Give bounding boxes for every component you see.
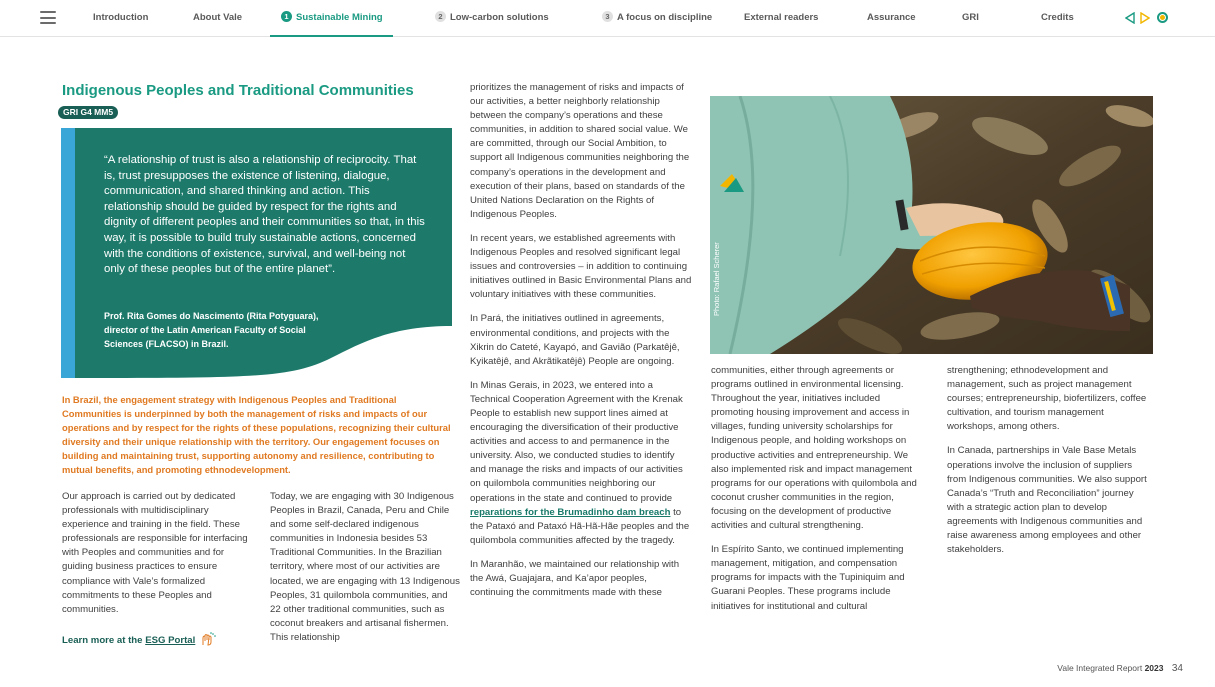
nav-label: Sustainable Mining [296,12,383,23]
text-column-2 [270,490,460,655]
nav-item-low-carbon-solutions[interactable] [435,0,549,37]
paragraph: Today, we are engaging with 30 Indigenous Peoples in Brazil, Canada, Peru and Chile and some self-declared indigenous communities in Indonesia besides 53 Traditional Communities. In the Brazilian territory, where most of our activities are located, we are engaging with 13 Indigenous Peoples, 31 quilombola communities, and 22 other traditional communities, such as coconut breakers and artisanal fishermen. This relationship [270,491,460,643]
text-column-5 [947,364,1153,567]
paragraph: prioritizes the management of risks and impacts of our activities, a better neighborly relationship between the company’s operations and these communities, in addition to shared social value. We are committed, through our Social Ambition, to support all Indigenous communities neighboring the company’s operations in the development and execution of their plans, based on standards of the United Nations Declaration on the Rights of Indigenous Peoples. [470,82,690,220]
paragraph-text: In Minas Gerais, in 2023, we entered into a Technical Cooperation Agreement with the Krenak People to establish new support lines aimed at encouraging the diversification of their productive activities and access to and permanence in the university. Also, we conducted studies to identify and manage the risks and impacts of our activities on quilombola communities neighboring our operations in the state and continued to provide [470,379,683,504]
gri-badge: GRI G4 MM5 [58,106,118,119]
nav-item-sustainable-mining[interactable] [281,0,383,37]
quote-author [104,309,404,351]
nav-number-badge: 1 [281,11,292,22]
paragraph: Our approach is carried out by dedicated professionals with multidisciplinary experience and training in the field. These professionals are responsible for interfacing with Peoples and communities and for guiding business practices to ensure compliance with Vale’s formalized commitments to these Peoples and communities. [62,491,248,615]
text-column-4 [711,364,923,624]
text-column-3 [470,81,692,610]
quote-author-line: director of the Latin American Faculty of Social [104,325,306,335]
esg-portal-link[interactable]: ESG Portal [145,635,196,646]
page-number: 34 [1171,663,1183,674]
nav-label: Low-carbon solutions [450,12,549,23]
intro-paragraph: In Brazil, the engagement strategy with Indigenous Peoples and Traditional Communities is underpinned by both the management of risks and impacts of our operations and by respect for the rights of these populations, recognizing their cultural diversity and their unique relationship with the territory. Our engagement focuses on building and maintaining trust, supporting autonomy and resilience, contributing to mutual benefits, and promoting ethnodevelopment. [62,394,451,476]
quote-author-line: Prof. Rita Gomes do Nascimento (Rita Potyguara), [104,311,319,321]
cocoa-pod-photo [710,96,1153,354]
quote-text: “A relationship of trust is also a relationship of reciprocity. That is, trust presupposes the existence of listening, dialogue, communication, and shared thinking and action. This relationship should be guided by respect for the rights and dignity of different peoples and their communities so that, in this way, it is possible to build truly sustainable actions, concerned with the conditions of existence, survival, and well-being not only of these peoples but of the entire planet”. [104,154,425,276]
paragraph [470,379,692,548]
nav-item-introduction[interactable] [93,0,148,37]
brumadinho-reparations-link[interactable]: reparations for the Brumadinho dam breach [470,506,671,518]
nav-item-assurance[interactable] [867,0,916,37]
nav-item-external-readers[interactable] [744,0,818,37]
top-navigation [0,0,1215,37]
paragraph: In Canada, partnerships in Vale Base Metals operations involve the inclusion of suppliers from Indigenous communities. We also support Canada’s “Truth and Reconciliation” journey with a strategic action plan to develop agreements with Indigenous communities and raise awareness among employees and other stakeholders. [947,445,1147,556]
section-title: Indigenous Peoples and Traditional Communities [62,82,414,99]
previous-page-arrow-icon[interactable] [1125,12,1135,24]
paragraph: In Espírito Santo, we continued implementing management, mitigation, and compensation programs for impacts with the Tupiniquim and Guarani Peoples. These programs include initiatives for institutional and cultural [711,544,905,612]
paragraph-text: to the Pataxó and Pataxó Hã-Hã-Hãe peoples and the quilombola communities affected by the tragedy. [470,506,690,546]
paragraph: In recent years, we established agreements with Indigenous Peoples and resolved significant legal issues and controversies – in addition to continuing initiatives outlined in Basic Environmental Plans and voluntary initiatives with these communities. [470,232,692,301]
report-name: Vale Integrated Report [1057,663,1143,673]
nav-label: External readers [744,12,819,23]
photo-credit: Photo: Rafael Scherer [712,242,721,316]
active-tab-indicator [270,35,393,37]
nav-item-gri[interactable] [962,0,979,37]
nav-number-badge: 2 [435,11,446,22]
nav-label: GRI [962,12,979,23]
learn-more-prefix: Learn more at the [62,635,143,646]
text-column-1 [62,490,257,627]
paragraph: In Pará, the initiatives outlined in agreements, environmental conditions, and projects with the Xikrin do Cateté, Kayapó, and Gavião (Parkatêjê, Kyikatêjê, and Akrãtikatêjê) People are ongoing. [470,313,680,367]
nav-label: Introduction [93,12,149,23]
next-page-arrow-icon[interactable] [1140,12,1150,24]
home-icon[interactable] [1157,12,1168,23]
quote-author-line: Sciences (FLACSO) in Brazil. [104,339,229,349]
photo-illustration [710,96,1153,354]
nav-item-credits[interactable] [1041,0,1074,37]
nav-number-badge: 3 [602,11,613,22]
nav-item-about-vale[interactable] [193,0,242,37]
paragraph: In Maranhão, we maintained our relationship with the Awá, Guajajara, and Ka’apor peoples, continuing the commitments made with these [470,558,680,599]
nav-label: A focus on discipline [617,12,713,23]
nav-label: About Vale [193,12,243,23]
hamburger-menu-icon[interactable] [40,11,56,24]
pointer-hand-icon [200,632,216,646]
paragraph: strengthening; ethnodevelopment and management, such as project management courses; entrepreneurship, biofertilizers, coffee cultivation, and tourism management workshops, among others. [947,365,1147,433]
nav-label: Credits [1041,12,1074,23]
report-year: 2023 [1144,663,1164,673]
paragraph: communities, either through agreements or programs outlined in environmental licensing. Throughout the year, initiatives included promoting housing improvement and access in villages, funding university scholarships for Indigenous people, and holding workshops on productive activities and entrepreneurship. We also implemented risk and impact management programs for our operations with quilombola and coconut crusher communities in the region, focusing on the development of productive activities and cultural strengthening. [711,365,917,532]
learn-more-link[interactable] [62,632,216,646]
nav-label: Assurance [867,12,916,23]
nav-item-focus-on-discipline[interactable] [602,0,712,37]
page-footer [1057,663,1183,674]
